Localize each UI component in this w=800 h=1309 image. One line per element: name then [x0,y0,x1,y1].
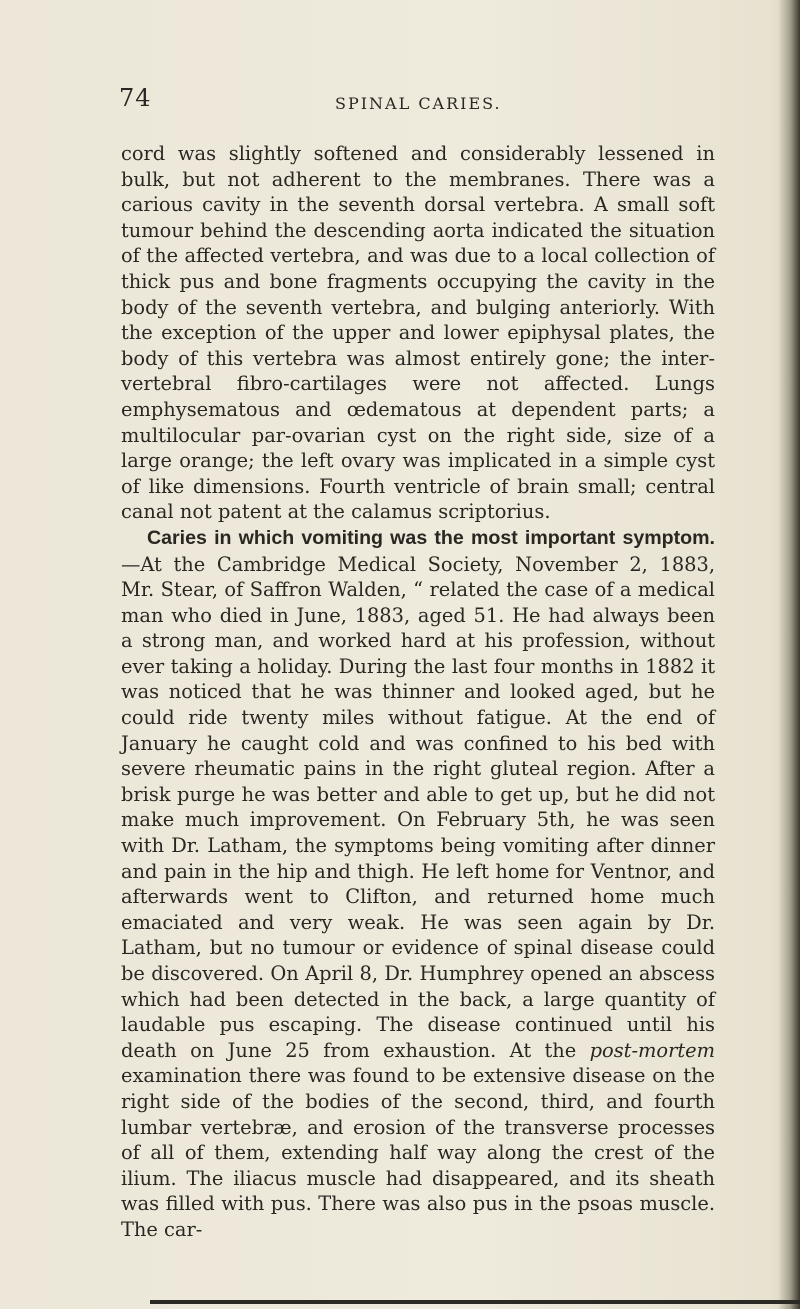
paragraph-tail: examination there was found to be extensive disease on the right side of the bodies of the second, third, and fourth lumbar vertebræ, and erosion of the transverse processes of all of them, extending half way along the crest of the ilium. The iliacus muscle had disappeared, and its sheath was filled with pus. There was also pus in the psoas muscle. The car- [121,1064,715,1241]
running-head: SPINAL CARIES. [335,94,502,113]
section-heading: Caries in which vomiting was the most important symptom. [147,526,715,549]
italic-term: post-mortem [589,1038,715,1062]
page-edge-shadow [778,0,800,1309]
paragraph-case-report [121,525,715,1243]
paragraph-continuation: cord was slightly softened and considerably lessened in bulk, but not adherent to the membranes. There was a carious cavity in the seventh dorsal vertebra. A small soft tumour behind the descending aorta indicated the situation of the affected vertebra, and was due to a local collection of thick pus and bone fragments occupying the cavity in the body of the seventh vertebra, and bulging anteriorly. With the exception of the upper and lower epiphysal plates, the body of this vertebra was almost entirely gone; the inter-vertebral fibro-cartilages were not affected. Lungs emphysematous and œdematous at dependent parts; a multilocular par-ovarian cyst on the right side, size of a large orange; the left ovary was implicated in a simple cyst of like dimensions. Fourth ventricle of brain small; central canal not patent at the calamus scriptorius. [121,142,715,524]
body-text [121,141,715,1243]
bottom-edge-rule [150,1300,800,1304]
page-number: 74 [119,84,152,112]
paragraph-lead: —At the Cambridge Medical Society, November 2, 1883, Mr. Stear, of Saffron Walden, “ related the case of a medical man who died in June, 1883, aged 51. He had always been a strong man, and worked hard at his profession, without ever taking a holiday. During the last four months in 1882 it was noticed that he was thinner and looked aged, but he could ride twenty miles without fatigue. At the end of January he caught cold and was confined to his bed with severe rheumatic pains in the right gluteal region. After a brisk purge he was better and able to get up, but he did not make much improvement. On February 5th, he was seen with Dr. Latham, the symptoms being vomiting after dinner and pain in the hip and thigh. He left home for Ventnor, and afterwards went to Clifton, and returned home much emaciated and very weak. He was seen again by Dr. Latham, but no tumour or evidence of spinal disease could be discovered. On April 8, Dr. Humphrey opened an abscess which had been detected in the back, a large quantity of laudable pus escaping. The disease continued until his death on June 25 from exhaustion. At the [121,552,715,1062]
